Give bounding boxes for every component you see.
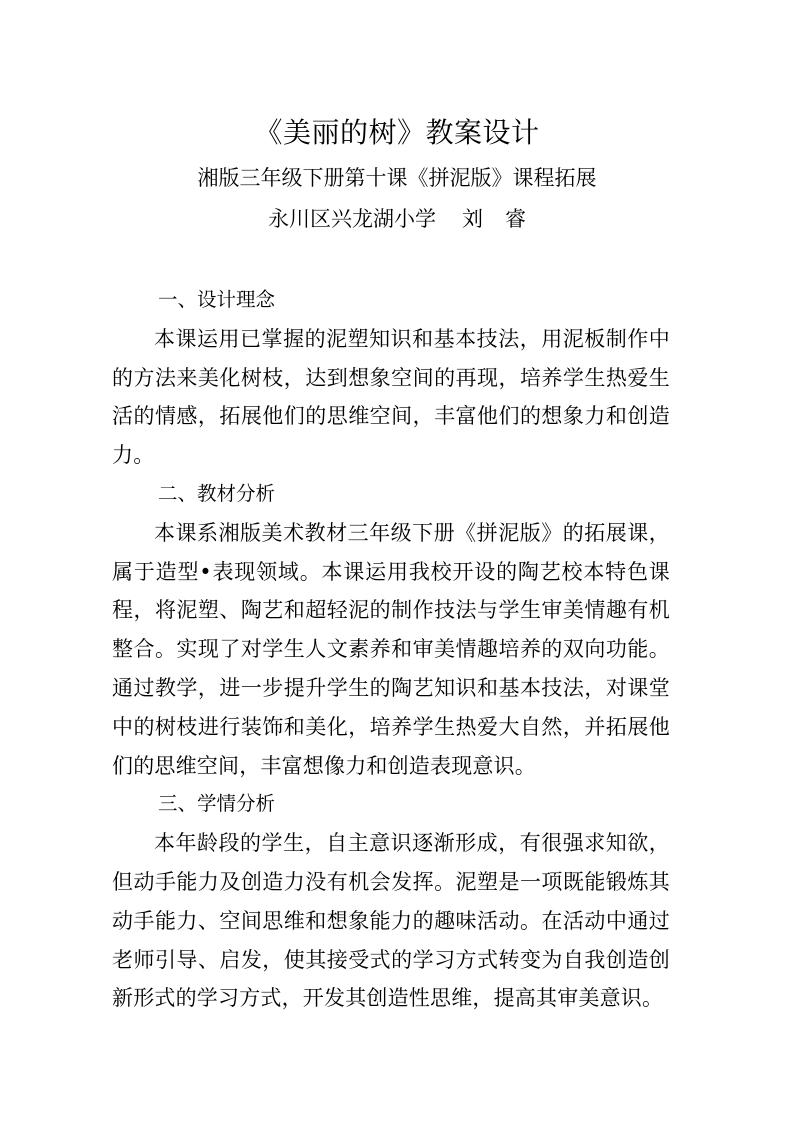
- author-name-part-1: 刘: [462, 207, 483, 231]
- section-paragraph-student-analysis: 本年龄段的学生，自主意识逐渐形成，有很强求知欲，但动手能力及创造力没有机会发挥。泥塑是一项既能锻炼其动手能力、空间思维和想象能力的趣味活动。在活动中通过老师引导、启发，使其接受式的学习方式转变为自我创造创新形式的学习方式，开发其创造性思维，提高其审美意识。: [112, 831, 670, 1011]
- author-name-part-2: 睿: [505, 207, 526, 231]
- document-title: 《美丽的树》教案设计: [254, 116, 540, 149]
- section-paragraph-design-concept: 本课运用已掌握的泥塑知识和基本技法，用泥板制作中的方法来美化树枝，达到想象空间的再现，培养学生热爱生活的情感，拓展他们的思维空间，丰富他们的想象力和创造力。: [112, 326, 670, 468]
- section-heading-design-concept: 一、设计理念: [158, 288, 276, 311]
- document-subtitle: 湘版三年级下册第十课《拼泥版》课程拓展: [197, 166, 597, 190]
- school-name: 永川区兴龙湖小学: [268, 207, 436, 231]
- document-body: [112, 281, 670, 1018]
- author-line: [0, 203, 794, 235]
- section-heading-student-analysis: 三、学情分析: [158, 792, 276, 816]
- section-heading-material-analysis: 二、教材分析: [158, 481, 276, 505]
- section-paragraph-material-analysis: 本课系湘版美术教材三年级下册《拼泥版》的拓展课，属于造型•表现领域。本课运用我校开设的陶艺校本特色课程，将泥塑、陶艺和超轻泥的制作技法与学生审美情趣有机整合。实现了对学生人文素养和审美情趣培养的双向功能。通过教学，进一步提升学生的陶艺知识和基本技法，对课堂中的树枝进行装饰和美化，培养学生热爱大自然，并拓展他们的思维空间，丰富想像力和创造表现意识。: [112, 520, 670, 778]
